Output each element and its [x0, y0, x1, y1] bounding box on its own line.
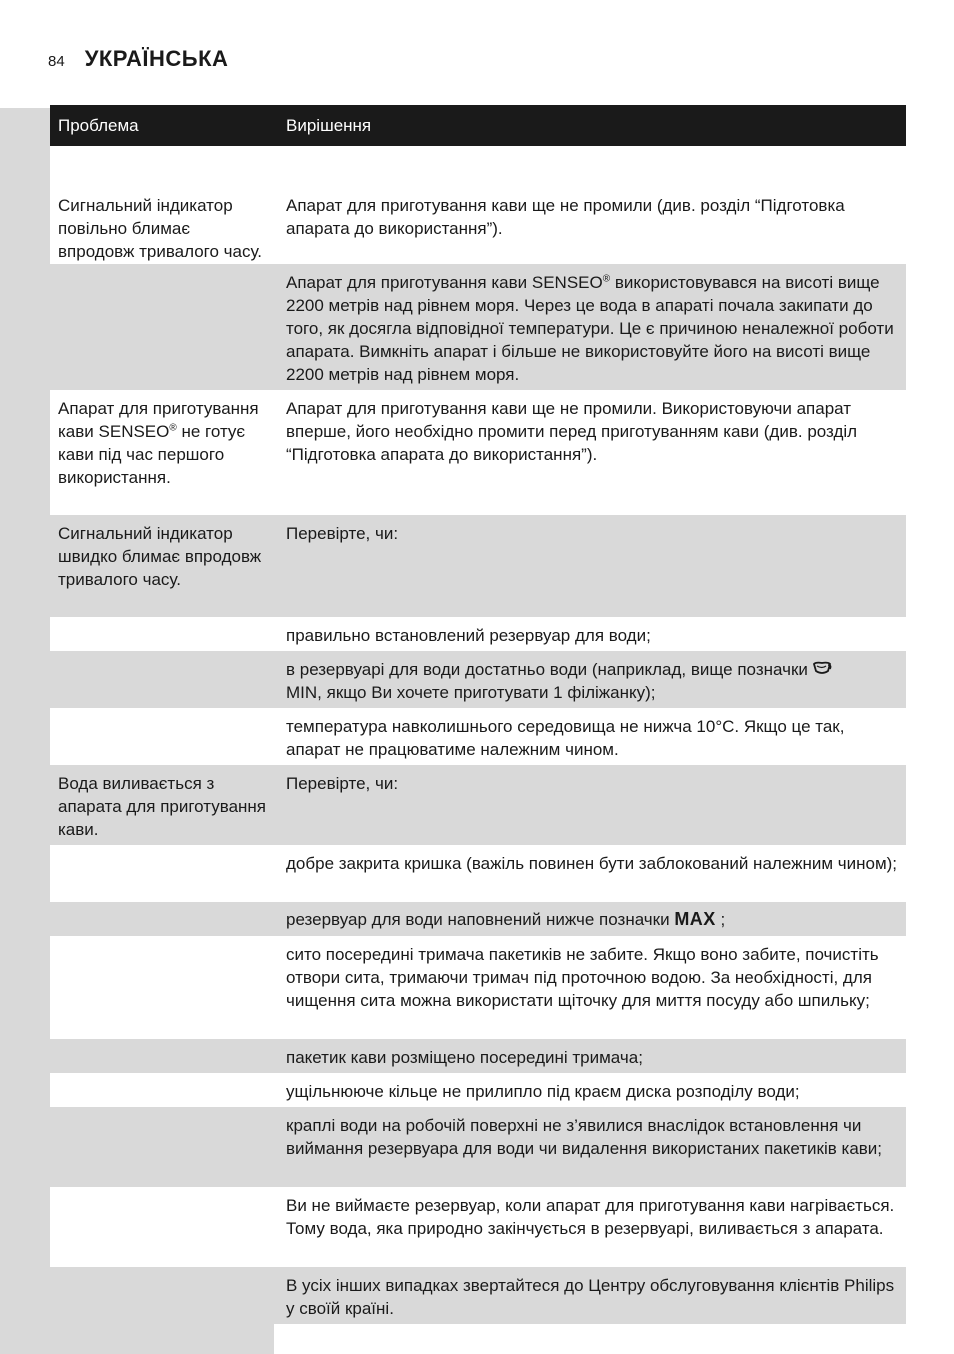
- table-row: [50, 902, 906, 936]
- solution-text: Апарат для приготування кави SENSEO: [286, 273, 603, 292]
- one-cup-icon: [812, 660, 832, 676]
- table-row: [50, 390, 906, 515]
- page-header: [48, 46, 228, 76]
- solution-text: в резервуарі для води достатньо води (наприклад, вище позначки: [286, 659, 808, 679]
- problem-cell: [50, 617, 278, 651]
- problem-cell: [50, 845, 278, 902]
- solution-cell: пакетик кави розміщено посередині тримача;: [278, 1039, 906, 1073]
- table-row: [50, 1187, 906, 1267]
- column-header-solution: Вирішення: [278, 105, 906, 146]
- solution-cell: [278, 902, 906, 936]
- problem-cell: [50, 1267, 278, 1324]
- language-title: УКРАЇНСЬКА: [84, 46, 229, 71]
- solution-cell: сито посередині тримача пакетиків не забите. Якщо воно забите, почистіть отвори сита, тримаючи тримач під проточною водою. За необхідності, для чищення сита можна використати щіточку для миття посуду або шпильку;: [278, 936, 906, 1039]
- problem-cell: [50, 1039, 278, 1073]
- problem-cell: [50, 390, 278, 515]
- max-mark: MAX: [674, 908, 716, 929]
- solution-cell: Ви не виймаєте резервуар, коли апарат для приготування кави нагрівається. Тому вода, яка природно закінчується в резервуарі, виливається з апарата.: [278, 1187, 906, 1267]
- solution-cell: Перевірте, чи:: [278, 515, 906, 617]
- problem-text: Апарат для приготування кави SENSEO: [58, 398, 259, 441]
- solution-cell: добре закрита кришка (важіль повинен бути заблокований належним чином);: [278, 845, 906, 902]
- table-row: [50, 617, 906, 651]
- solution-cell: Апарат для приготування кави ще не промили (див. розділ “Підготовка апарата до використання”).: [278, 146, 906, 264]
- table-header-row: [50, 105, 906, 146]
- table-row: [50, 264, 906, 390]
- solution-cell: Перевірте, чи:: [278, 765, 906, 845]
- problem-cell: [50, 708, 278, 765]
- solution-cell: Апарат для приготування кави ще не промили. Використовуючи апарат вперше, його необхідно промити перед приготуванням кави (див. розділ “Підготовка апарата до використання”).: [278, 390, 906, 515]
- table-row: [50, 845, 906, 902]
- solution-text: ;: [715, 909, 726, 929]
- solution-cell: ущільнююче кільце не прилипло під краєм диска розподілу води;: [278, 1073, 906, 1107]
- registered-mark: ®: [602, 273, 611, 285]
- solution-text: використовувався на висоті вище 2200 метрів над рівнем моря. Через це вода в апараті почала закипати до того, як досягла відповідної температури. Це є причиною неналежної роботи апарата. Вимкніть апарат і більше не використовуйте його на висоті вище 2200 метрів над рівнем моря.: [286, 273, 894, 384]
- table-row: [50, 936, 906, 1039]
- table-row: [50, 515, 906, 617]
- solution-cell: [278, 264, 906, 390]
- registered-mark: ®: [169, 421, 177, 433]
- problem-cell: [50, 1187, 278, 1267]
- problem-cell: [50, 902, 278, 936]
- solution-text: MIN, якщо Ви хочете приготувати 1 філіжанку);: [286, 682, 656, 702]
- solution-cell: краплі води на робочій поверхні не з’явилися внаслідок встановлення чи виймання резервуара для води чи видалення використаних пакетиків кави;: [278, 1107, 906, 1187]
- table-row: [50, 1073, 906, 1107]
- table-row: [50, 1107, 906, 1187]
- table-row: [50, 1039, 906, 1073]
- problem-text: не готує кави під час першого використання.: [58, 421, 246, 487]
- problem-cell: Вода виливається з апарата для приготування кави.: [50, 765, 278, 845]
- solution-cell: В усіх інших випадках звертайтеся до Центру обслуговування клієнтів Philips у своїй країні.: [278, 1267, 906, 1324]
- column-header-problem: Проблема: [50, 105, 278, 146]
- table-row: [50, 1267, 906, 1324]
- solution-cell: температура навколишнього середовища не нижча 10°C. Якщо це так, апарат не працюватиме належним чином.: [278, 708, 906, 765]
- problem-cell: [50, 1107, 278, 1187]
- page-number: 84: [48, 53, 65, 70]
- problem-cell: [50, 1073, 278, 1107]
- table-row: [50, 765, 906, 845]
- problem-cell: Сигнальний індикатор швидко блимає впродовж тривалого часу.: [50, 515, 278, 617]
- table-row: [50, 651, 906, 708]
- problem-cell: [50, 264, 278, 390]
- solution-cell: правильно встановлений резервуар для води;: [278, 617, 906, 651]
- solution-text: резервуар для води наповнений нижче позначки: [286, 909, 675, 929]
- troubleshooting-table: [50, 105, 906, 1324]
- table-row: [50, 146, 906, 264]
- problem-cell: [50, 936, 278, 1039]
- solution-cell: [278, 651, 906, 708]
- table-row: [50, 708, 906, 765]
- problem-cell: Сигнальний індикатор повільно блимає впродовж тривалого часу.: [50, 146, 278, 264]
- problem-cell: [50, 651, 278, 708]
